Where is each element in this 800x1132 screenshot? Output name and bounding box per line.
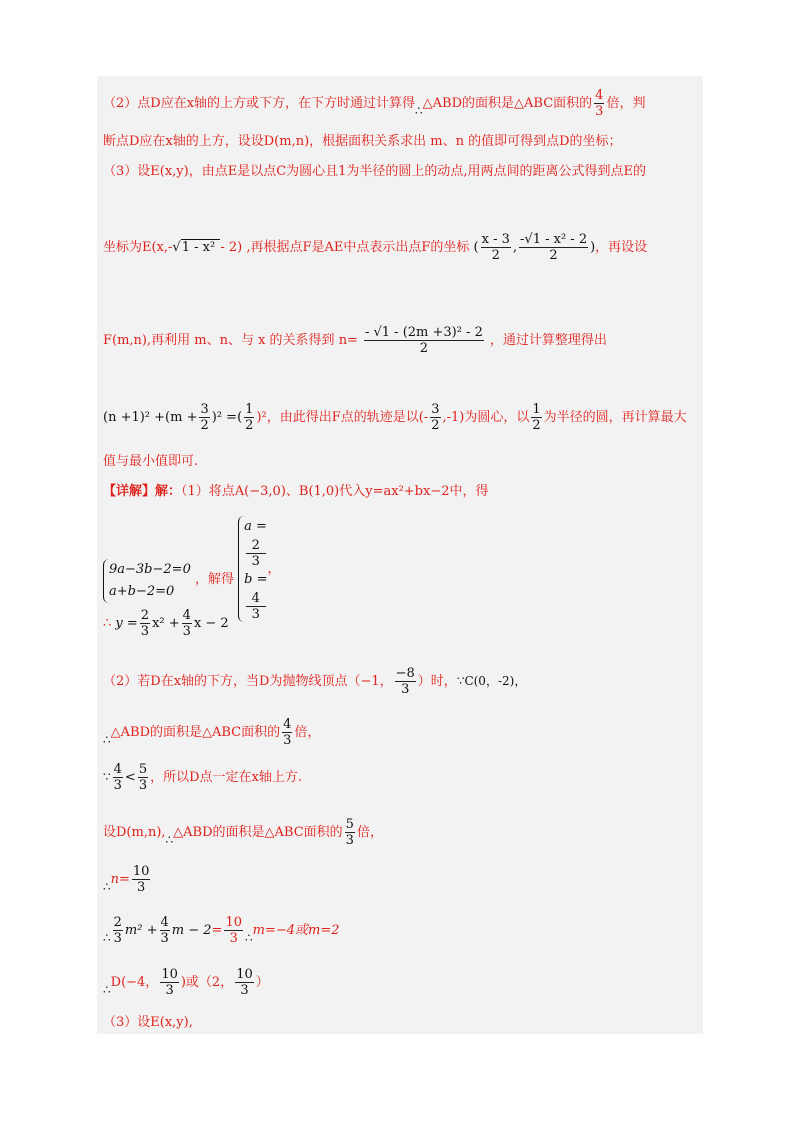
math: (n +1)² +(m +	[103, 410, 198, 425]
part2-line2: ∴△ABD的面积是△ABC面积的 $\frac{4}{3}$ 倍，	[103, 717, 321, 748]
text: （2）若D在x轴的下方，当D为抛物线顶点（−1，	[103, 674, 393, 689]
fraction: $\frac{\text{-√1 - x² - 2}}{2}$	[520, 232, 588, 263]
text: △ABD的面积是△ABC面积的	[173, 825, 343, 840]
text: n=	[110, 872, 130, 887]
text: ,-1)为圆心，以	[442, 410, 530, 425]
text: （1）将点A(−3,0)、B(1,0)代入y=ax²+bx−2中，得	[181, 484, 489, 499]
analysis-3-line1: （3）设E(x,y)，由点E是以点C为圆心且1为半径的圆上的动点,用两点间的距离公式得到点E的	[103, 164, 647, 179]
text: )²，由此得出F点的轨迹是以(-	[256, 410, 429, 425]
part2-line1	[103, 666, 526, 697]
fraction: $\frac{3}{2}$	[431, 402, 440, 433]
sqrt: 1 - x²	[181, 240, 220, 255]
text: ，再设设	[595, 240, 648, 255]
analysis-3-line2: 坐标为E(x,-√1 - x² - 2) ,再根据点F是AE中点表示出点F的坐标 ( $\frac{x - 3}{2}$ , $\frac{\text{-√1 - x² - 2}}{2}$ )，再设设	[103, 232, 648, 263]
text: - 2) ,再根据点F是AE中点表示出点F的坐标	[220, 240, 470, 255]
text: D(−4，	[110, 975, 159, 990]
fraction: $\frac{4}{3}$	[595, 88, 604, 119]
therefore-symbol: ∴	[103, 616, 112, 631]
text: F(m,n),再利用 m、n、与 x 的关系得到 n=	[103, 333, 358, 348]
text: 倍，	[356, 825, 383, 840]
text: 倍，判	[606, 96, 646, 111]
part2-line6: ∴ $\frac{2}{3}$ m² + $\frac{4}{3}$ m − 2= $\frac{10}{3}$ ∴m=−4或m=2	[103, 915, 340, 946]
text: ，所以D点一定在x轴上方.	[150, 770, 302, 785]
text: 坐标为E(x,-	[103, 240, 173, 255]
fraction: $\frac{4}{3}$	[283, 717, 292, 748]
analysis-2-line2: 断点D应在x轴的上方，设设D(m,n)，根据面积关系求出 m、n 的值即可得到点D的坐标；	[103, 134, 622, 149]
analysis-2-line1	[103, 88, 645, 119]
therefore-symbol: ∴	[415, 104, 423, 118]
text: 倍，	[294, 725, 321, 740]
part3-line1: （3）设E(x,y),	[103, 1015, 193, 1030]
text: ）	[255, 975, 269, 990]
text: ）时，	[417, 674, 457, 689]
part2-line3: ∵ $\frac{4}{3}$ < $\frac{5}{3}$ ，所以D点一定在x轴上方.	[103, 762, 302, 793]
analysis-3-line3	[103, 325, 607, 356]
equation-system: 9a−3b−2=0 a+b−2=0	[103, 559, 191, 603]
detail-line1	[103, 483, 489, 501]
text: ，通过计算整理得出	[489, 333, 607, 348]
system-equations	[103, 516, 281, 622]
text: )或（2，	[180, 975, 234, 990]
text: ，解得	[194, 571, 234, 587]
text: △ABD的面积是△ABC面积的	[422, 96, 593, 111]
part2-line4: 设D(m,n),∴△ABD的面积是△ABC面积的 $\frac{5}{3}$ 倍，	[103, 817, 383, 848]
fraction: $\frac{1}{2}$	[245, 402, 254, 433]
math: )² =(	[211, 410, 243, 425]
fraction: $\frac{-8}{3}$	[395, 666, 415, 697]
fraction: $\frac{3}{2}$	[200, 402, 209, 433]
part2-line7: ∴D(−4， $\frac{10}{3}$ )或（2， $\frac{10}{3}$ ）	[103, 967, 269, 998]
part2-line5: ∴n= $\frac{10}{3}$	[103, 864, 150, 895]
text: 设D(m,n),	[103, 825, 166, 840]
fraction: $\frac{\text{- √1 - (2m +3)² - 2}}{2}$	[364, 325, 483, 356]
text: m=−4或m=2	[252, 923, 340, 938]
text: ，	[267, 561, 281, 577]
text: （2）点D应在x轴的上方或下方，在下方时通过计算得	[103, 96, 416, 111]
text: △ABD的面积是△ABC面积的	[110, 725, 281, 740]
fraction: $\frac{x - 3}{2}$	[481, 232, 510, 263]
fraction: $\frac{1}{2}$	[532, 402, 541, 433]
solution-system: a = 2 3 b = 4 3	[238, 516, 267, 622]
analysis-3-line4	[103, 402, 687, 433]
detail-heading: 【详解】解：	[103, 484, 182, 499]
text: 为半径的圆，再计算最大	[543, 410, 687, 425]
parabola-result: ∴ y = $\frac{2}{3}$ x² + $\frac{4}{3}$ x − 2	[103, 608, 229, 639]
math: ∵C(0，-2)，	[456, 674, 527, 688]
analysis-3-line5: 值与最小值即可.	[103, 454, 199, 469]
